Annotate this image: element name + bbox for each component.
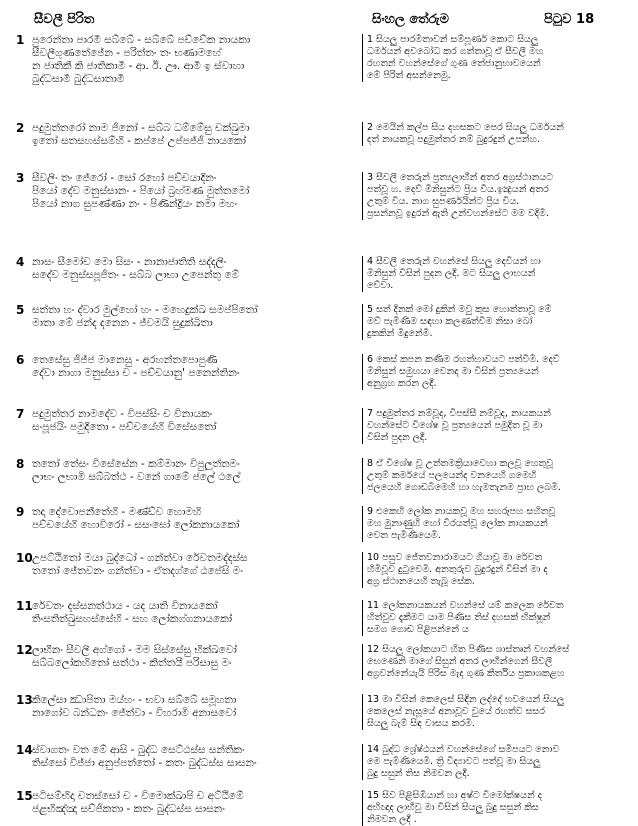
verse-number: 6 [16,354,25,367]
meaning-line: 4 සීවලී තෙරුන් වහන්සේ සියලු දෙවියන් හා [367,256,541,267]
verse-number: 3 [16,172,25,185]
pali-verse [16,304,360,330]
page-header [0,8,638,32]
meaning-line: 9 එකෙහි ලෝක නායකවූ මහ සහරූපහ සහිතවූ [367,506,556,517]
pali-line: ලාභං ලභාමි සබ්බත්ථ - වනේ ගාමේ ජලේ ථලේ [32,471,241,483]
sinhala-meaning [362,600,628,636]
meaning-line: අග්‍රවන්නේයැයි පිරිස මැද ගුණ කීර්තිය ප්‍රකාශකළහ [367,668,565,679]
meaning-line: 7 පදුමුත්තර නම්වූද, විපස්සී නම්වූද, නායකයන් [367,408,551,419]
meaning-line: අභිඥාද ලාභීවු මා විසින් සියලු බුදු සසුන් කිස [367,802,539,813]
meaning-line: 5 සත් දිනක් මෝ දුකින් මවු කුස හොත්තාවූ මේ [367,304,552,315]
verse-number: 10 [16,552,33,565]
verse-number: 15 [16,790,33,803]
meaning-line: මව් පැමිණීම සඳහා කලණත්වීම නිසා බෝ [367,316,533,327]
verse-number: 12 [16,644,33,657]
pali-line: ඉතෝ සතසහස්සම්හි - කප්පේ උප්පජ්ජි නායකෝ [32,135,246,147]
meaning-line: හිමිවූව දුටුවෙමි. අනතුරුව බුදුරදුන් විසින් මා ද [367,564,548,575]
meaning-line: මෙ පැමිණියෙමි. ත්‍රි විද්‍යාවට පත්වූ මා සියලු [367,756,541,767]
pali-line: 4 නාසං සීමෝච මො සිසං - නානාජාතිති සද්දලිං [16,256,227,269]
pali-line: 8 තතෝ තේසං විසේසේන - කම්මානං විපුලුත්තමං [16,458,240,471]
pali-line: 3 සීවලිං තං ජේරෝ - සෝ රහෝ පච්චයාදිනං [16,172,217,185]
meaning-line: අනුග්‍රහ කරන ලදී. [367,378,437,389]
pali-verse [16,644,360,670]
pali-verse [16,458,360,484]
meaning-line: බුදු සසුන් තිස නිමවන ලදී. [367,768,470,779]
pali-line: සබ්බලෝකහිතෝ සත්ථා - කිත්තයී පරිසාසු මං [32,657,232,669]
meaning-line: සියලු බැම් සිඳ වාසය කරමි. [367,718,475,729]
meaning-line: කෙලෙස් නැසූයේ අනාවූව වුයේ රහත්ව සසර [367,706,545,717]
verse-number: 8 [16,458,25,471]
pali-line: ජළභිඤ්ඤා සච්ජිකතා - කතං බුද්ධස්ස සාසනං [32,803,225,815]
sinhala-meaning [362,694,628,730]
meaning-line: ප්‍රසන්නවූ ඉදුරන් ඇති උන්වහන්සේට මම වදිමි. [367,208,549,219]
verse-grid [16,34,628,824]
meaning-line: 13 මා විසින් කෙලෙස් සිඳින ලද්දේ භවයෙන් සියලු [367,694,565,705]
meaning-line: උතුම් විය. නාග සුපර්ණයින්ට ප්‍රිය විය. [367,196,520,207]
meaning-line: 10 පසුව ජේතවනාරාමයට ගියාවූ මා රේවත [367,552,543,563]
pali-line: 6 තෙසේසු ජිජ්ජ මානෙසු - අරහන්තපොපුණි [16,354,218,367]
sinhala-meaning [362,744,628,780]
verse-number: 14 [16,744,33,757]
sinhala-meaning [362,458,628,494]
pali-line: පච්චයේහි හොවිරෝ - සසංඝෝ ලෝකනායකෝ [32,519,240,531]
pali-verse [16,34,360,86]
meaning-line: වෙත පැමිණියෙමි. [367,530,441,541]
meaning-line: නිමවන ලදී . [367,814,417,825]
pali-verse [16,408,360,434]
meaning-line: මහ මුනාණුහි හෝ විරයත්වූ ලෝක නායකයන් [367,518,548,529]
pali-line: 5 සත්තා හං ද්වාර මුල්හෝ හං - මහෙදුක්ඛ සමප්පිතෝ [16,304,258,317]
meaning-line: මේ පිරිත් අසන්නෙමු. [367,70,451,81]
verse-number: 1 [16,34,25,47]
pali-verse [16,256,360,282]
verse-number: 7 [16,408,25,421]
meaning-line: ධර්මයන් අවබෝධ කර ගත්තාවූ ඒ සීවලී මහ [367,46,544,57]
meaning-line: 3 සීවලී තෙරුන් ප්‍රත්‍යලාභීන් අතර අග්‍රස්ථානයට [367,172,554,183]
pali-line: තිස්සෝ විජ්ජා අනුප්පත්තෝ - කතං බුද්ධස්ස සාසනං [32,757,257,769]
verse-number: 13 [16,694,33,707]
pali-verse [16,790,360,816]
pali-line: 12ලාභීනං සීවලී අග්ගෝ - මම සිස්සේසු භික්ඛවෝ [16,644,237,657]
pali-verse [16,354,360,380]
meaning-line: රහතන් වහන්සේගේ ගුණ තේජානුභාවයෙන් [367,58,541,69]
pali-line: සදේව මනුස්සපූජිතං - සබ්බ ලාභා උපෙන්තු මේ [32,269,240,281]
meaning-line: 2 මෙයින් කල්ප සිය දහසකට පෙර සියලු ධර්මයන් [367,122,564,133]
meaning-line: විසින් පුදන ලදී. [367,432,428,443]
meaning-line: මිනිසුන් විසින් පුදන ලදී. මට සියලු ලාභයන් [367,268,536,279]
pali-verse [16,122,360,148]
pali-verse [16,600,360,626]
pali-verse [16,744,360,770]
meaning-line: සමග ගොඩ පිළිපන්නේ ය [367,624,469,635]
pali-line: න ජාතිකී කි ජාතිකාමී - ආ. ඊ. ඌ. ආමී ඉ ස්වාහා [32,60,245,72]
meaning-line: මිනිසුන් සමුහයා වෙනද මා විසින් ප්‍රත්‍යයෙන් [367,366,539,377]
sinhala-meaning [362,34,628,82]
document-subtitle: සිංහල තේරුම [372,12,449,27]
sinhala-meaning [362,354,628,390]
verse-number: 11 [16,600,33,613]
meaning-line: පත්වූ හ. දෙව් මිනිසුන්ට ප්‍රිය විය.ඉන්‍ද්‍රයන් අතර [367,184,549,195]
meaning-line: 8 ඒ විශේෂ වූ උත්තමක්‍රියාවෙහා කලවූ හෙතුවූ [367,458,553,469]
pali-verse [16,172,360,211]
verse-number: 5 [16,304,25,317]
sinhala-meaning [362,644,628,680]
pali-line: 7 පදුමුත්තර නාමදේව - විපස්සිං ච විනායකං [16,408,213,421]
sinhala-meaning [362,256,628,292]
pali-line: සීවලීගුණතේජේන - පරිත්තං තං භණාමහේ [32,47,221,59]
pali-line: 1 පුරෙන්තා පාරමී සබ්බේ - සබ්බේ පච්චේක නායකා [16,34,251,47]
meaning-line: හිත්වුව දැකීමට යාම පිණිස තිස් දහසක් භික්ෂූන් [367,612,551,623]
meaning-line: උතුම් කර්මයේ පලයෙන්ද වනයෙහි ගමෙහි [367,470,537,481]
pali-line: 13කිලේසා ඣාපිතා මය්හං - භවා සබ්බේ සමූහතා [16,694,237,707]
pali-verse [16,552,360,578]
pali-line: 11රේවතං දස්සනත්ථාය - යද යාති විනායකෝ [16,600,218,613]
pali-verse [16,694,360,720]
meaning-line: දුකකින් මිදුනේමි. [367,328,433,339]
sinhala-meaning [362,122,628,146]
meaning-line: දත් නායකවූ පදුමුත්තර නම් බුදුරදුන් උපන්හ. [367,134,541,145]
pali-line: සංපූජයිං පමුදිතො - පච්චයේහි විසේසතෝ [32,421,217,433]
meaning-line: 6 කෙස් කපන කණිම රහත්භාවයට පත්වීමි. දෙව් [367,354,560,365]
verse-number: 4 [16,256,25,269]
pali-line: 2 පදුමුත්තරෝ නාම ජිනෝ - සබ්බ ධම්මේසු චක්ඛුමා [16,122,250,135]
meaning-line: භෙණෙනි මාගේ සිසුන් අතර ලාභීන්ගෙන් සීවලී [367,656,553,667]
sinhala-meaning [362,172,628,220]
sinhala-meaning [362,552,628,588]
pali-line: තිංසතිත්ඛුසහස්සේහි - සහ ලෝකග්ගනායකෝ [32,613,233,625]
pali-line: මාතා මේ ජන්ද දනෙන - ජ්වමයි සුදුක්ඛිතා [32,317,213,329]
meaning-line: 11 ලෝකනායකයන් වහන්සේ යම් කලෙක රේවත [367,600,564,611]
pali-line: 10උපට්ඨිතෝ මයා බුද්ධෝ - ගන්ත්වා රේවතමද්දස්ස [16,552,248,565]
sinhala-meaning [362,304,628,340]
sinhala-meaning [362,408,628,444]
meaning-line: 15 සිව පිළිසිඹියාන් හා අෂ්ට විමෝක්ෂයන් ද [367,790,542,801]
pali-line: පියෝ නාග සුපණ්ණා නං - පිණින්ද්‍රියං නමා මහං [32,198,238,210]
page-number: පිටුව 18 [544,12,595,27]
pali-line: 9 තදා දේවොපනීතේහි - මණ්ඩ්ව හොමහි [16,506,202,519]
pali-line: නාගෝව බන්ධනං ජේත්වා - විහරාමි අනාසවෝ [32,707,237,719]
pali-verse [16,506,360,532]
pali-line: පියෝ දේව මනුස්සානං - පියෝ බ්‍රහ්මණ මුත්තමෝ [32,185,250,197]
meaning-line: අග්‍ර ස්ථානයෙහි තැබූ සේක. [367,576,475,587]
pali-line: 15පටිසම්භිදා චතස්සෝ ච - විමොක්ඛාපි ච අට්ඨිමේ [16,790,244,803]
pali-line: 14ස්වාගතං වත මේ ආසි - බුද්ධ සෙට්ඨස්ස සන්තිකං [16,744,245,757]
pali-line: තතෝ ජේතවනං ගන්ත්වා - ඒතදග්ගේ ඨපේසි මං [32,565,243,577]
meaning-line: 12 සියලු ලෝකයාට හිත පිණිස ශාස්තෘන් වහන්සේ [367,644,570,655]
pali-line: බුද්ධසාමී බුද්ධසාතාමී [32,73,125,85]
meaning-line: ජලයෙහි ගොඩබිමෙහි හා හැමතැනම ප්‍රාභ ලබමි. [367,482,561,493]
verse-number: 2 [16,122,25,135]
meaning-line: වහන්සේට විශේෂ වූ ප්‍රත්‍යයෙන් පමුදිත වූ මා [367,420,543,431]
meaning-line: 14 බුද්ධ ශ්‍රේෂ්ඨයන් වහන්සේගේ සමීපයට නොව [367,744,560,755]
document-title: සීවලී පිරිත [34,12,95,27]
meaning-line: 1 සියලු පාරමිතාවන් සම්පූර්ණ කොට සියලු [367,34,539,45]
sinhala-meaning [362,790,628,826]
verse-number: 9 [16,506,25,519]
meaning-line: වේවා. [367,280,394,291]
sinhala-meaning [362,506,628,542]
pali-line: දේවා නාගා මනුස්සා ච - පච්චයානු' පනෙන්තිනං [32,367,240,379]
